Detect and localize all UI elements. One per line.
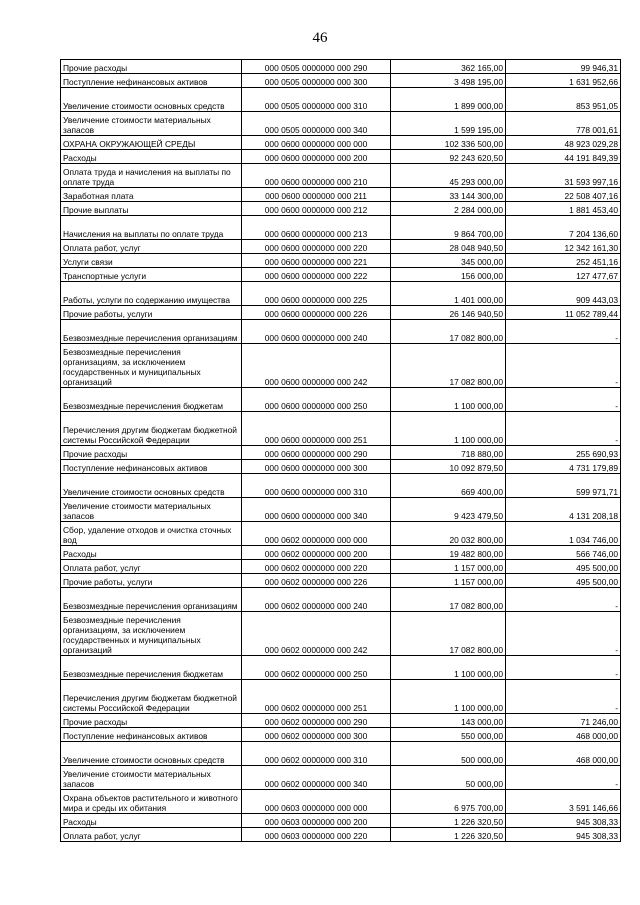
row-name: Безвозмездные перечисления бюджетам (61, 388, 242, 412)
row-name: Безвозмездные перечисления организациям (61, 588, 242, 612)
row-fact: 566 746,00 (506, 546, 621, 560)
table-row (61, 254, 621, 268)
row-code: 000 0505 0000000 000 310 (242, 88, 391, 112)
row-plan: 1 899 000,00 (391, 88, 506, 112)
table-row (61, 612, 621, 656)
table-row (61, 60, 621, 74)
table-row (61, 188, 621, 202)
row-fact: - (506, 766, 621, 790)
row-code: 000 0600 0000000 000 213 (242, 216, 391, 240)
table-body (61, 60, 621, 842)
row-plan: 156 000,00 (391, 268, 506, 282)
row-name: Оплата работ, услуг (61, 240, 242, 254)
row-plan: 17 082 800,00 (391, 588, 506, 612)
row-code: 000 0600 0000000 000 222 (242, 268, 391, 282)
row-fact: 909 443,03 (506, 282, 621, 306)
row-name: Оплата работ, услуг (61, 828, 242, 842)
row-code: 000 0602 0000000 000 250 (242, 656, 391, 680)
row-code: 000 0600 0000000 000 310 (242, 474, 391, 498)
row-fact: 4 131 208,18 (506, 498, 621, 522)
row-plan: 33 144 300,00 (391, 188, 506, 202)
table-row (61, 522, 621, 546)
row-plan: 1 100 000,00 (391, 388, 506, 412)
row-plan: 9 423 479,50 (391, 498, 506, 522)
table-row (61, 474, 621, 498)
row-plan: 9 864 700,00 (391, 216, 506, 240)
row-name: Безвозмездные перечисления бюджетам (61, 656, 242, 680)
row-name: Безвозмездные перечисления организациям, за исключением государственных и муниципальных организаций (61, 344, 242, 388)
row-fact: 468 000,00 (506, 728, 621, 742)
row-code: 000 0602 0000000 000 240 (242, 588, 391, 612)
row-plan: 45 293 000,00 (391, 164, 506, 188)
row-name: Перечисления другим бюджетам бюджетной системы Российской Федерации (61, 412, 242, 446)
row-plan: 102 336 500,00 (391, 136, 506, 150)
table-row (61, 728, 621, 742)
row-fact: 4 731 179,89 (506, 460, 621, 474)
row-fact: 31 593 997,16 (506, 164, 621, 188)
row-name: Увеличение стоимости основных средств (61, 88, 242, 112)
table-row (61, 216, 621, 240)
row-plan: 362 165,00 (391, 60, 506, 74)
row-plan: 17 082 800,00 (391, 344, 506, 388)
row-fact: 11 052 789,44 (506, 306, 621, 320)
row-plan: 500 000,00 (391, 742, 506, 766)
row-plan: 2 284 000,00 (391, 202, 506, 216)
row-name: Перечисления другим бюджетам бюджетной системы Российской Федерации (61, 680, 242, 714)
row-fact: 71 246,00 (506, 714, 621, 728)
row-plan: 345 000,00 (391, 254, 506, 268)
row-plan: 19 482 800,00 (391, 546, 506, 560)
table-row (61, 150, 621, 164)
budget-table (60, 59, 621, 842)
table-row (61, 714, 621, 728)
row-name: Увеличение стоимости материальных запасов (61, 112, 242, 136)
row-code: 000 0602 0000000 000 242 (242, 612, 391, 656)
row-code: 000 0600 0000000 000 210 (242, 164, 391, 188)
row-code: 000 0602 0000000 000 000 (242, 522, 391, 546)
row-fact: - (506, 344, 621, 388)
row-code: 000 0602 0000000 000 220 (242, 560, 391, 574)
row-code: 000 0602 0000000 000 226 (242, 574, 391, 588)
row-fact: 44 191 849,39 (506, 150, 621, 164)
table-row (61, 588, 621, 612)
row-fact: - (506, 320, 621, 344)
table-row (61, 88, 621, 112)
table-row (61, 828, 621, 842)
row-code: 000 0600 0000000 000 220 (242, 240, 391, 254)
table-row (61, 498, 621, 522)
table-row (61, 74, 621, 88)
row-fact: 252 451,16 (506, 254, 621, 268)
row-fact: - (506, 680, 621, 714)
page-number: 46 (312, 30, 328, 46)
row-name: Транспортные услуги (61, 268, 242, 282)
row-fact: 22 508 407,16 (506, 188, 621, 202)
row-fact: 599 971,71 (506, 474, 621, 498)
row-name: Прочие выплаты (61, 202, 242, 216)
row-name: Расходы (61, 814, 242, 828)
table-row (61, 240, 621, 254)
row-plan: 20 032 800,00 (391, 522, 506, 546)
row-plan: 6 975 700,00 (391, 790, 506, 814)
row-plan: 1 226 320,50 (391, 828, 506, 842)
row-fact: 99 946,31 (506, 60, 621, 74)
table-row (61, 282, 621, 306)
row-name: Прочие расходы (61, 714, 242, 728)
row-fact: 945 308,33 (506, 828, 621, 842)
row-code: 000 0603 0000000 000 220 (242, 828, 391, 842)
table-row (61, 766, 621, 790)
row-code: 000 0603 0000000 000 000 (242, 790, 391, 814)
row-plan: 26 146 940,50 (391, 306, 506, 320)
row-plan: 1 100 000,00 (391, 680, 506, 714)
row-code: 000 0602 0000000 000 310 (242, 742, 391, 766)
table-row (61, 560, 621, 574)
table-row (61, 344, 621, 388)
row-name: Услуги связи (61, 254, 242, 268)
row-plan: 669 400,00 (391, 474, 506, 498)
row-plan: 92 243 620,50 (391, 150, 506, 164)
table-row (61, 790, 621, 814)
table-row (61, 388, 621, 412)
row-name: Расходы (61, 150, 242, 164)
table-row (61, 202, 621, 216)
row-plan: 17 082 800,00 (391, 612, 506, 656)
table-row (61, 112, 621, 136)
row-code: 000 0602 0000000 000 340 (242, 766, 391, 790)
row-code: 000 0600 0000000 000 300 (242, 460, 391, 474)
table-row (61, 268, 621, 282)
row-code: 000 0600 0000000 000 200 (242, 150, 391, 164)
row-code: 000 0602 0000000 000 251 (242, 680, 391, 714)
row-name: ОХРАНА ОКРУЖАЮЩЕЙ СРЕДЫ (61, 136, 242, 150)
row-plan: 1 226 320,50 (391, 814, 506, 828)
table-row (61, 814, 621, 828)
row-fact: 1 034 746,00 (506, 522, 621, 546)
row-name: Увеличение стоимости основных средств (61, 474, 242, 498)
row-name: Поступление нефинансовых активов (61, 728, 242, 742)
row-plan: 1 100 000,00 (391, 412, 506, 446)
row-fact: 853 951,05 (506, 88, 621, 112)
row-name: Увеличение стоимости материальных запасов (61, 498, 242, 522)
row-code: 000 0603 0000000 000 200 (242, 814, 391, 828)
row-name: Прочие расходы (61, 60, 242, 74)
row-plan: 3 498 195,00 (391, 74, 506, 88)
table-row (61, 460, 621, 474)
row-plan: 143 000,00 (391, 714, 506, 728)
row-fact: 3 591 146,66 (506, 790, 621, 814)
row-name: Заработная плата (61, 188, 242, 202)
row-fact: 495 500,00 (506, 574, 621, 588)
table-row (61, 446, 621, 460)
row-name: Начисления на выплаты по оплате труда (61, 216, 242, 240)
row-name: Оплата работ, услуг (61, 560, 242, 574)
row-name: Поступление нефинансовых активов (61, 460, 242, 474)
row-name: Прочие расходы (61, 446, 242, 460)
row-fact: 48 923 029,28 (506, 136, 621, 150)
row-name: Оплата труда и начисления на выплаты по оплате труда (61, 164, 242, 188)
row-fact: 1 631 952,66 (506, 74, 621, 88)
row-plan: 1 599 195,00 (391, 112, 506, 136)
row-name: Прочие работы, услуги (61, 306, 242, 320)
row-fact: - (506, 612, 621, 656)
row-code: 000 0600 0000000 000 290 (242, 446, 391, 460)
row-plan: 718 880,00 (391, 446, 506, 460)
row-code: 000 0600 0000000 000 340 (242, 498, 391, 522)
row-fact: - (506, 388, 621, 412)
row-code: 000 0602 0000000 000 300 (242, 728, 391, 742)
row-name: Увеличение стоимости основных средств (61, 742, 242, 766)
row-plan: 1 401 000,00 (391, 282, 506, 306)
table-row (61, 680, 621, 714)
table-row (61, 306, 621, 320)
row-plan: 10 092 879,50 (391, 460, 506, 474)
row-fact: 127 477,67 (506, 268, 621, 282)
row-name: Увеличение стоимости материальных запасов (61, 766, 242, 790)
row-code: 000 0600 0000000 000 250 (242, 388, 391, 412)
row-fact: 12 342 161,30 (506, 240, 621, 254)
row-name: Безвозмездные перечисления организациям (61, 320, 242, 344)
row-plan: 28 048 940,50 (391, 240, 506, 254)
table-row (61, 136, 621, 150)
table-row (61, 546, 621, 560)
row-code: 000 0505 0000000 000 290 (242, 60, 391, 74)
row-code: 000 0600 0000000 000 240 (242, 320, 391, 344)
row-plan: 1 157 000,00 (391, 574, 506, 588)
row-fact: 7 204 136,60 (506, 216, 621, 240)
row-plan: 50 000,00 (391, 766, 506, 790)
row-name: Расходы (61, 546, 242, 560)
row-code: 000 0600 0000000 000 211 (242, 188, 391, 202)
row-code: 000 0600 0000000 000 226 (242, 306, 391, 320)
row-code: 000 0600 0000000 000 242 (242, 344, 391, 388)
row-code: 000 0505 0000000 000 300 (242, 74, 391, 88)
table-row (61, 412, 621, 446)
row-name: Охрана объектов растительного и животного мира и среды их обитания (61, 790, 242, 814)
row-name: Прочие работы, услуги (61, 574, 242, 588)
row-fact: 1 881 453,40 (506, 202, 621, 216)
row-fact: 468 000,00 (506, 742, 621, 766)
row-fact: 945 308,33 (506, 814, 621, 828)
row-fact: 778 001,61 (506, 112, 621, 136)
row-plan: 1 100 000,00 (391, 656, 506, 680)
row-name: Работы, услуги по содержанию имущества (61, 282, 242, 306)
row-code: 000 0602 0000000 000 200 (242, 546, 391, 560)
row-plan: 1 157 000,00 (391, 560, 506, 574)
row-code: 000 0600 0000000 000 000 (242, 136, 391, 150)
row-fact: - (506, 412, 621, 446)
row-code: 000 0505 0000000 000 340 (242, 112, 391, 136)
row-fact: 255 690,93 (506, 446, 621, 460)
row-code: 000 0600 0000000 000 225 (242, 282, 391, 306)
row-code: 000 0600 0000000 000 221 (242, 254, 391, 268)
table-row (61, 164, 621, 188)
row-fact: 495 500,00 (506, 560, 621, 574)
row-fact: - (506, 588, 621, 612)
row-code: 000 0602 0000000 000 290 (242, 714, 391, 728)
row-plan: 550 000,00 (391, 728, 506, 742)
row-plan: 17 082 800,00 (391, 320, 506, 344)
row-code: 000 0600 0000000 000 251 (242, 412, 391, 446)
row-name: Безвозмездные перечисления организациям, за исключением государственных и муниципальных организаций (61, 612, 242, 656)
row-code: 000 0600 0000000 000 212 (242, 202, 391, 216)
row-name: Сбор, удаление отходов и очистка сточных вод (61, 522, 242, 546)
row-fact: - (506, 656, 621, 680)
table-row (61, 742, 621, 766)
table-row (61, 320, 621, 344)
table-row (61, 574, 621, 588)
row-name: Поступление нефинансовых активов (61, 74, 242, 88)
table-row (61, 656, 621, 680)
